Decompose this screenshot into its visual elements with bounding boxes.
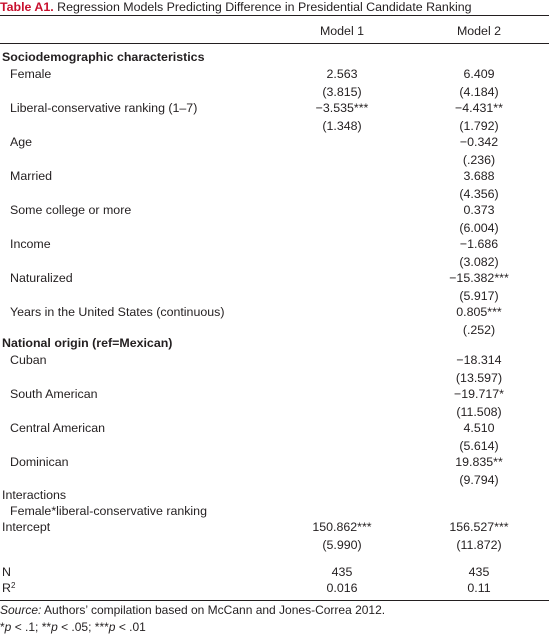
row-m2: −1.686: [459, 237, 499, 251]
source-label: Source:: [0, 603, 42, 617]
row-m2: 0.373: [463, 203, 495, 217]
n-label: N: [2, 565, 11, 579]
row-m2-se: (6.004): [459, 221, 499, 235]
row-m2: 3.688: [463, 169, 495, 183]
row-m1-se: (3.815): [322, 85, 362, 99]
source-text: Authors’ compilation based on McCann and Jones-Correa 2012.: [41, 603, 386, 617]
r2-superscript: 2: [10, 581, 16, 590]
row-m2-se: (3.082): [459, 255, 499, 269]
r2-label: $R^2$: [2, 581, 16, 595]
row-m2-se: (1.792): [459, 119, 499, 133]
n-m1: 435: [331, 565, 353, 579]
row-m2-se: (4.356): [459, 187, 499, 201]
row-m1: 2.563: [326, 67, 358, 81]
row-label: South American: [10, 387, 98, 401]
table-caption: [0, 0, 549, 14]
row-m2: −4.431**: [455, 101, 503, 115]
table-label: Table A1.: [0, 0, 54, 14]
row-m2-se: (5.917): [459, 289, 499, 303]
row-m2: −19.717*: [454, 387, 504, 401]
row-m2: −18.314: [456, 353, 502, 367]
intercept-m1: 150.862***: [312, 520, 372, 534]
interaction-female-libcon: Female*liberal-conservative ranking: [10, 504, 207, 518]
r2-m2: 0.11: [467, 581, 491, 595]
significance-note: *p < .1; **p < .05; ***p < .01: [0, 620, 146, 634]
n-m2: 435: [468, 565, 490, 579]
row-m2: 0.805***: [456, 305, 502, 319]
top-rule: [0, 15, 549, 16]
row-m2-se: (.252): [462, 323, 496, 337]
intercept-m2-se: (11.872): [456, 538, 502, 552]
bottom-rule: [0, 600, 549, 601]
row-m2-se: (9.794): [459, 473, 499, 487]
row-label: Liberal-conservative ranking (1–7): [10, 101, 198, 115]
source-note: [0, 603, 385, 618]
row-m2: 19.835**: [455, 455, 503, 469]
row-label: Years in the United States (continuous): [10, 305, 225, 319]
row-label: Some college or more: [10, 203, 132, 217]
row-label: Married: [10, 169, 52, 183]
row-label: Female: [10, 67, 52, 81]
section-sociodemographic: Sociodemographic characteristics: [2, 50, 205, 64]
section-national-origin: National origin (ref=Mexican): [2, 336, 173, 350]
row-m2-se: (4.184): [459, 85, 499, 99]
row-m2-se: (5.614): [459, 439, 499, 453]
row-m2: −15.382***: [449, 271, 509, 285]
intercept-m1-se: (5.990): [322, 538, 362, 552]
row-m1-se: (1.348): [322, 119, 362, 133]
row-m2: 4.510: [463, 421, 495, 435]
header-model-2: Model 2: [456, 24, 502, 38]
header-model-1: Model 1: [319, 24, 365, 38]
row-label: Income: [10, 237, 51, 251]
row-m2: 6.409: [463, 67, 495, 81]
header-rule: [0, 43, 549, 44]
row-m2: −0.342: [459, 135, 499, 149]
row-label: Dominican: [10, 455, 69, 469]
table-title: Regression Models Predicting Difference in Presidential Candidate Ranking: [53, 0, 472, 14]
row-label: Central American: [10, 421, 106, 435]
intercept-label: Intercept: [2, 520, 51, 534]
row-m1: −3.535***: [315, 101, 369, 115]
r2-m1: 0.016: [326, 581, 358, 595]
row-label: Cuban: [10, 353, 47, 367]
row-label: Age: [10, 135, 33, 149]
row-m2-se: (13.597): [455, 371, 503, 385]
row-m2-se: (.236): [462, 153, 496, 167]
row-label: Naturalized: [10, 271, 73, 285]
intercept-m2: 156.527***: [449, 520, 509, 534]
row-m2-se: (11.508): [456, 405, 502, 419]
section-interactions: Interactions: [2, 488, 67, 502]
